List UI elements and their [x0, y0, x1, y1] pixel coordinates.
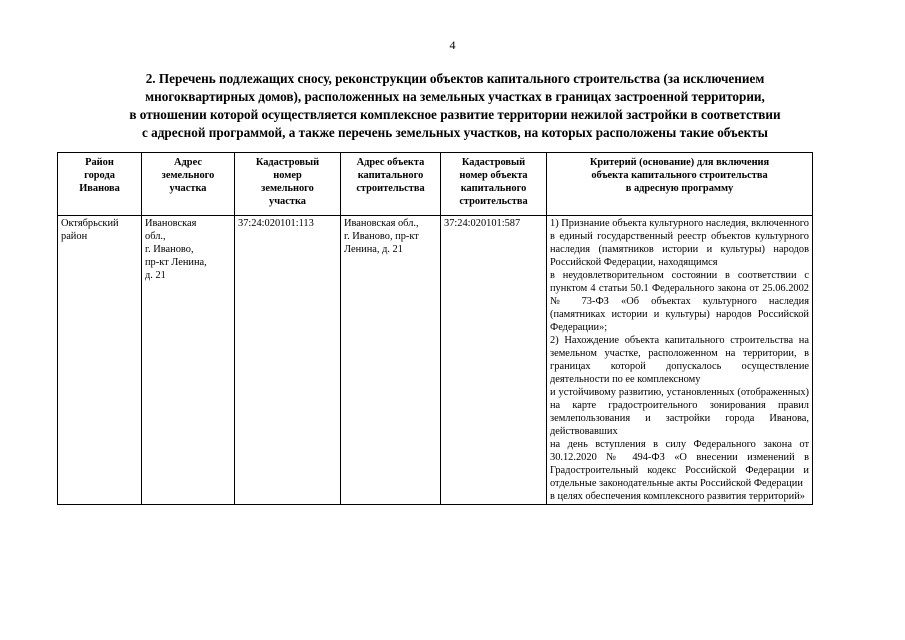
cell-text: обл., — [145, 231, 166, 242]
header-text: капитального — [460, 183, 527, 194]
cell-text: район — [61, 231, 88, 242]
criteria-paragraph: 1) Признание объекта культурного наследия, включенного в единый государственный реестр объектов культурного наследия (памятников истории и культуры) народов Российской Федерации, находящимся — [550, 218, 809, 268]
header-text: Район — [85, 157, 114, 168]
cell-object-cadastral — [441, 216, 547, 505]
cell-criteria — [547, 216, 813, 505]
header-text: капитального — [357, 170, 424, 181]
header-text: участка — [169, 183, 207, 194]
header-object-cadastral — [441, 153, 547, 216]
header-text: Иванова — [79, 183, 120, 194]
header-text: номер объекта — [459, 170, 528, 181]
header-text: Кадастровый — [461, 157, 526, 168]
criteria-paragraph: и устойчивому развитию, установленных (отображенных) на карте градостроительного зонирования правил землепользования и застройки города Иванова, действовавших — [550, 387, 809, 437]
cell-text: 37:24:020101:113 — [238, 218, 314, 229]
criteria-paragraph: в неудовлетворительном состоянии в соответствии с пунктом 4 статьи 50.1 Федерального закона от 25.06.2002 № 73-ФЗ «Об объектах культурного наследия (памятниках истории и культуры) народов Российской Федерации»; — [550, 270, 809, 333]
header-text: Адрес — [174, 157, 202, 168]
cell-land-address — [142, 216, 235, 505]
cell-text: г. Иваново, — [145, 244, 194, 255]
header-text: земельного — [261, 183, 314, 194]
header-text: строительства — [459, 196, 528, 207]
heading-line: многоквартирных домов), расположенных на земельных участках в границах застроенной территории, — [145, 89, 765, 104]
header-text: Критерий (основание) для включения — [589, 157, 770, 168]
heading-line: с адресной программой, а также перечень земельных участков, на которых расположены такие объекты — [142, 125, 768, 140]
header-land-address — [142, 153, 235, 216]
criteria-paragraph: 2) Нахождение объекта капитального строительства на земельном участке, расположенном на территории, в границах которой допускалось осуществление деятельности по ее комплексному — [550, 335, 809, 385]
document-heading — [60, 70, 850, 142]
page-number: 4 — [449, 38, 456, 52]
header-text: номер — [273, 170, 302, 181]
header-text: Адрес объекта — [356, 157, 425, 168]
cell-text: д. 21 — [145, 270, 166, 281]
header-text: в адресную программу — [625, 183, 734, 194]
cell-text: Ивановская обл., — [344, 218, 419, 229]
header-land-cadastral — [235, 153, 341, 216]
cell-object-address — [341, 216, 441, 505]
header-district — [58, 153, 142, 216]
cell-land-cadastral — [235, 216, 341, 505]
header-text: участка — [269, 196, 306, 207]
heading-line: в отношении которой осуществляется комплексное развитие территории нежилой застройки в соответствии — [129, 107, 781, 122]
cell-text: Октябрьский — [61, 218, 119, 229]
header-text: объекта капитального строительства — [591, 170, 768, 181]
cell-text: г. Иваново, пр-кт — [344, 231, 419, 242]
demolition-objects-table — [57, 152, 813, 505]
table-header-row — [58, 153, 813, 216]
header-object-address — [341, 153, 441, 216]
table-row — [58, 216, 813, 505]
header-text: Кадастровый — [255, 157, 320, 168]
header-text: строительства — [356, 183, 425, 194]
header-text: города — [84, 170, 115, 181]
cell-text: пр-кт Ленина, — [145, 257, 207, 268]
cell-text: Ленина, д. 21 — [344, 244, 403, 255]
header-criteria — [547, 153, 813, 216]
criteria-paragraph: на день вступления в силу Федерального закона от 30.12.2020 № 494-ФЗ «О внесении изменений в Градостроительный кодекс Российской Федерации и отдельные законодательные акты Российской Федерации — [550, 439, 809, 489]
cell-text: Ивановская — [145, 218, 197, 229]
header-text: земельного — [161, 170, 215, 181]
cell-district — [58, 216, 142, 505]
criteria-paragraph: в целях обеспечения комплексного развития территорий» — [550, 491, 805, 502]
heading-line: 2. Перечень подлежащих сносу, реконструкции объектов капитального строительства (за исключением — [145, 71, 765, 86]
cell-text: 37:24:020101:587 — [444, 218, 521, 229]
